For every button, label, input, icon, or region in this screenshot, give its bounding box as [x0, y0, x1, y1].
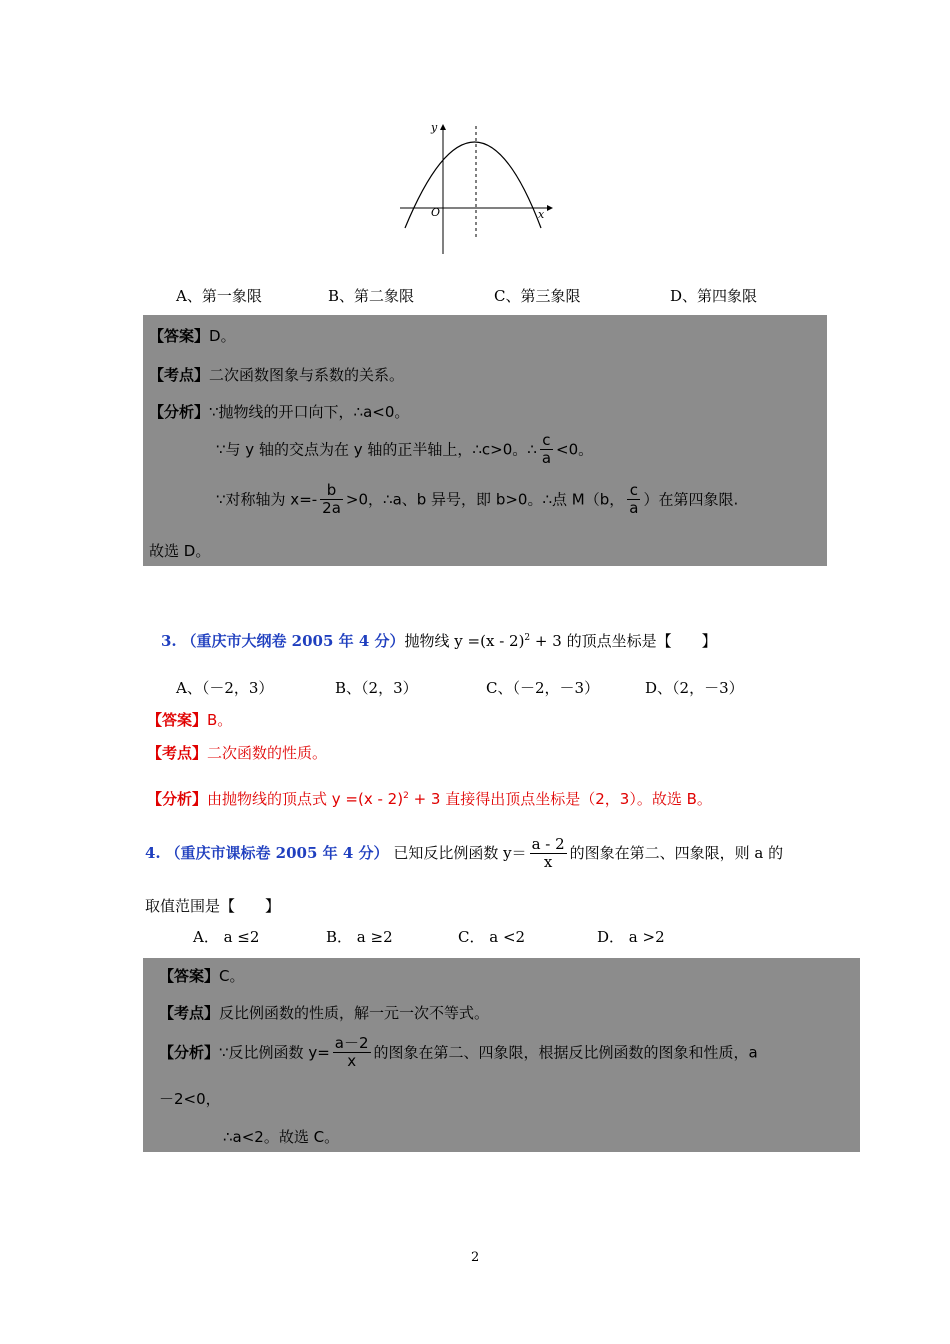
q4-answer-panel: [143, 958, 860, 1152]
q2-option-b: B、第二象限: [328, 287, 415, 305]
point-text: 二次函数图象与系数的关系。: [209, 366, 405, 384]
origin-label: O: [431, 206, 441, 219]
fraction: [540, 432, 553, 468]
fraction-denominator: a: [629, 499, 639, 518]
q4-answer-line: [159, 965, 245, 986]
analysis-tag: 【分析】: [149, 403, 210, 421]
fraction-numerator: c: [540, 432, 553, 450]
q4-option-c: C． a <2: [458, 928, 526, 946]
analysis-text: 由抛物线的顶点式 y =(x - 2): [207, 790, 404, 808]
answer-tag: 【答案】: [147, 711, 208, 729]
q4-option-a: A． a ≤2: [193, 928, 260, 946]
q3-stem: [161, 630, 717, 651]
analysis-text: ∵对称轴为 x=-: [216, 490, 318, 509]
q3-option-d: D、（2，－3）: [645, 679, 744, 697]
q4-stem-text-end: 的图象在第二、四象限，则 a 的: [569, 843, 784, 862]
fraction-numerator: a - 2: [531, 835, 565, 853]
q4-analysis-line3: ∴a<2。故选 C。: [223, 1128, 340, 1146]
q3-stem-text-end: + 3 的顶点坐标是【 】: [530, 632, 717, 650]
fraction: [627, 482, 640, 518]
analysis-text: ∵与 y 轴的交点为在 y 轴的正半轴上，∴c>0。∴: [216, 440, 537, 459]
point-text: 反比例函数的性质，解一元一次不等式。: [219, 1004, 490, 1022]
q2-answer-panel: [143, 315, 827, 566]
q4-analysis-line2: －2<0，: [159, 1090, 221, 1108]
analysis-text: ）在第四象限.: [643, 490, 739, 509]
fraction-numerator: c: [627, 482, 640, 500]
answer-text: B。: [207, 711, 233, 729]
fraction: [320, 482, 343, 518]
y-axis-label: y: [431, 121, 438, 134]
analysis-tag: 【分析】: [159, 1043, 220, 1062]
fraction-denominator: 2a: [322, 499, 341, 518]
y-axis-arrow-icon: [440, 124, 446, 130]
q2-conclusion: 故选 D。: [149, 542, 211, 560]
fraction: [333, 1035, 371, 1071]
q2-answer-line: [149, 325, 236, 346]
x-axis-arrow-icon: [547, 205, 553, 211]
q2-point-line: [149, 364, 404, 385]
analysis-text-end: 的图象在第二、四象限，根据反比例函数的图象和性质，a: [373, 1043, 758, 1062]
fraction-denominator: a: [541, 449, 552, 468]
q4-stem-text: 已知反比例函数 y＝: [393, 843, 527, 862]
q2-option-c: C、第三象限: [494, 287, 581, 305]
q3-answer-line: [147, 709, 232, 730]
q4-option-b: B． a ≥2: [326, 928, 393, 946]
answer-tag: 【答案】: [159, 967, 220, 985]
q3-number: 3.: [161, 632, 177, 650]
fraction-denominator: x: [347, 1052, 357, 1071]
fraction-denominator: x: [543, 853, 553, 872]
q2-option-d: D、第四象限: [670, 287, 758, 305]
fraction-numerator: b: [320, 482, 343, 500]
fraction-numerator: a－2: [334, 1034, 369, 1052]
q2-analysis-line1: [149, 401, 409, 422]
point-tag: 【考点】: [147, 744, 208, 762]
q3-option-b: B、（2，3）: [335, 679, 418, 697]
q3-point-line: [147, 742, 327, 763]
q4-analysis-line1: [159, 1035, 758, 1071]
q3-analysis-exponent: 2: [403, 791, 409, 801]
q4-option-d: D． a >2: [597, 928, 665, 946]
q3-exponent: 2: [524, 633, 531, 643]
analysis-text: ∵反比例函数 y=: [219, 1043, 330, 1062]
q2-analysis-line3: [216, 482, 738, 518]
q3-source: （重庆市大纲卷 2005 年 4 分）: [181, 632, 405, 650]
point-text: 二次函数的性质。: [207, 744, 328, 762]
point-tag: 【考点】: [149, 366, 210, 384]
q2-option-a: A、第一象限: [176, 287, 262, 305]
answer-text: D。: [209, 327, 236, 345]
q4-stem: [145, 836, 783, 872]
fraction: [530, 836, 567, 872]
analysis-text: ∵抛物线的开口向下，∴a<0。: [209, 403, 410, 421]
analysis-text-end: + 3 直接得出顶点坐标是（2，3）。故选 B。: [408, 790, 712, 808]
point-tag: 【考点】: [159, 1004, 220, 1022]
x-axis-label: x: [538, 208, 545, 221]
parabola-curve: [405, 142, 541, 228]
q4-number: 4.: [145, 843, 161, 862]
answer-text: C。: [219, 967, 245, 985]
q4-point-line: [159, 1002, 489, 1023]
q4-source: （重庆市课标卷 2005 年 4 分）: [165, 843, 389, 862]
parabola-graph: [395, 118, 560, 258]
answer-tag: 【答案】: [149, 327, 210, 345]
page-number: 2: [471, 1250, 480, 1265]
analysis-text: <0。: [556, 440, 594, 459]
q3-option-a: A、（－2，3）: [176, 679, 274, 697]
q3-option-c: C、（－2，－3）: [486, 679, 600, 697]
q4-stem-line2: 取值范围是【 】: [145, 897, 281, 915]
q3-analysis-line: [147, 788, 712, 809]
q2-analysis-line2: [216, 432, 593, 468]
analysis-tag: 【分析】: [147, 790, 208, 808]
analysis-text: >0，∴a、b 异号，即 b>0。∴点 M（b，: [345, 490, 625, 509]
q3-stem-text: 抛物线 y =(x - 2): [404, 632, 525, 650]
